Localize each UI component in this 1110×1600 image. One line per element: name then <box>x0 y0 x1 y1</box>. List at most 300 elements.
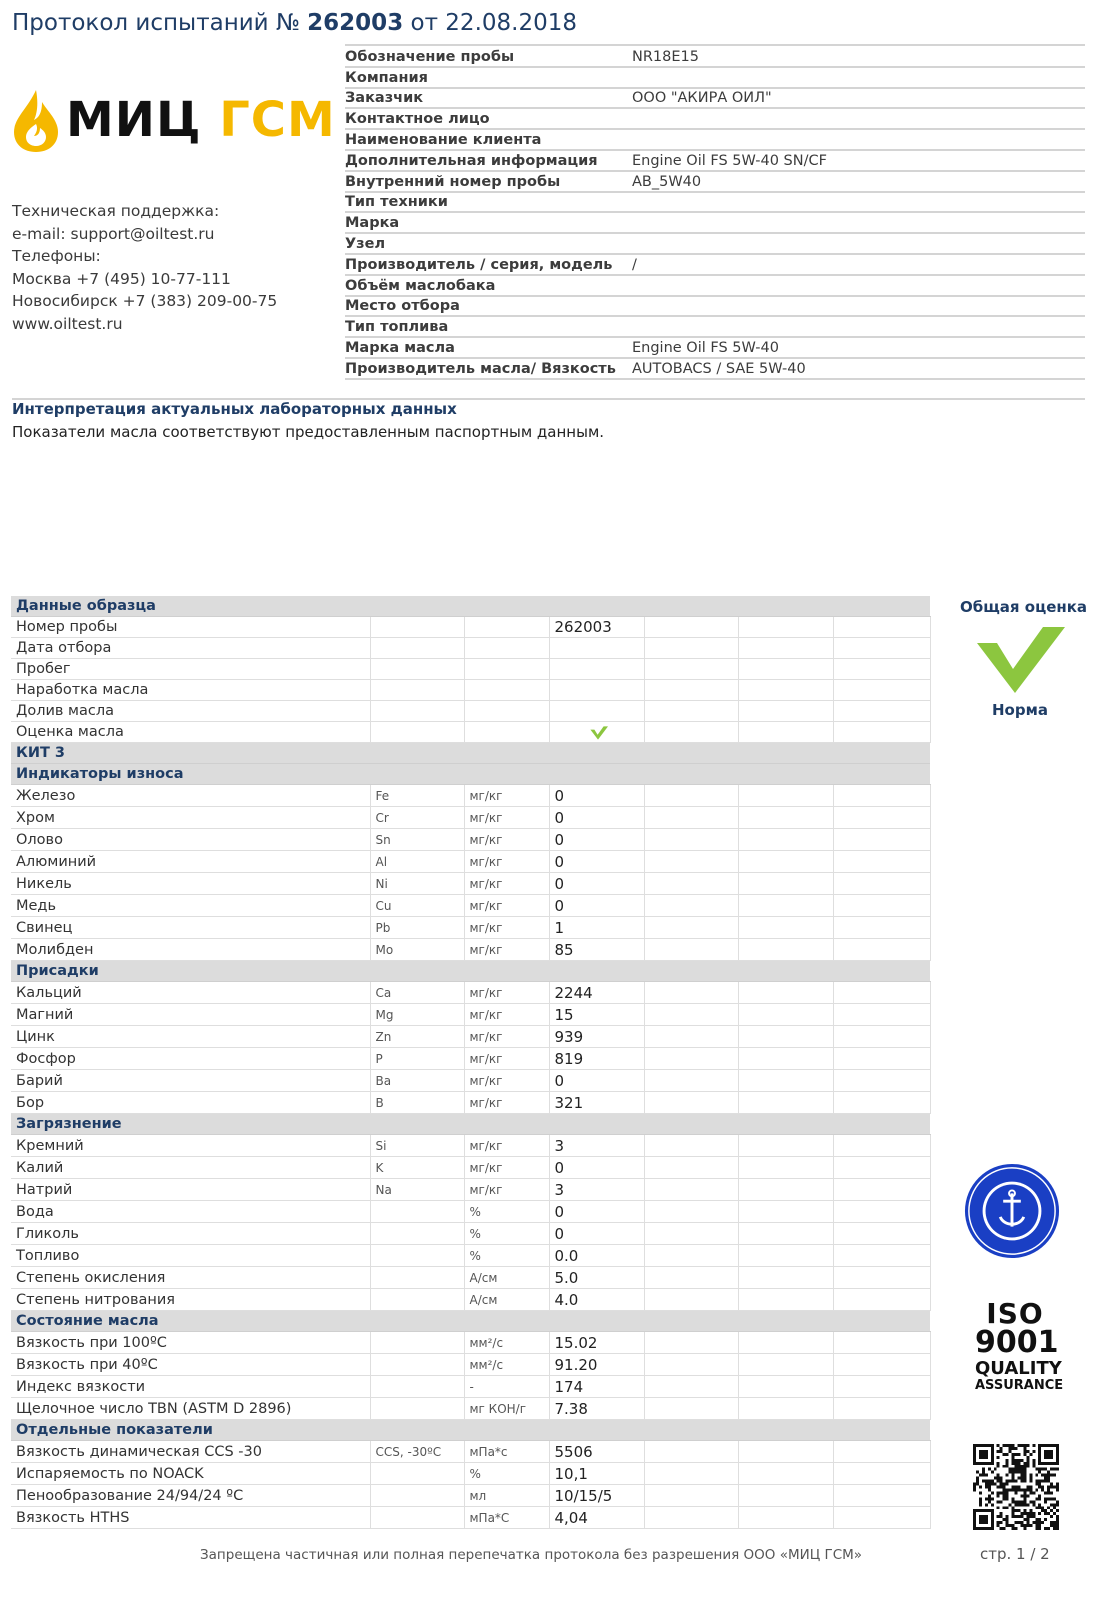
empty-cell <box>644 617 738 638</box>
param-name: Барий <box>11 1070 370 1092</box>
empty-cell <box>738 982 833 1004</box>
info-label: Дополнительная информация <box>345 152 598 169</box>
table-row <box>11 1201 930 1223</box>
param-symbol: P <box>370 1048 464 1070</box>
info-value: AUTOBACS / SAE 5W-40 <box>632 360 806 377</box>
param-symbol: Al <box>370 851 464 873</box>
param-name: Степень окисления <box>11 1267 370 1289</box>
empty-cell <box>644 1048 738 1070</box>
param-name: Медь <box>11 895 370 917</box>
empty-cell <box>833 1441 930 1463</box>
empty-cell <box>644 722 738 743</box>
param-unit: мг/кг <box>464 1004 549 1026</box>
table-row <box>11 1332 930 1354</box>
param-unit: мПа*С <box>464 1507 549 1529</box>
param-unit: - <box>464 1376 549 1398</box>
param-value <box>549 701 644 722</box>
section-header: Загрязнение <box>11 1114 930 1135</box>
param-unit: % <box>464 1245 549 1267</box>
info-label: Марка масла <box>345 339 455 356</box>
empty-cell <box>833 1048 930 1070</box>
empty-cell <box>738 1289 833 1311</box>
empty-cell <box>644 1245 738 1267</box>
phone-moscow: Москва +7 (495) 10-77-111 <box>12 269 231 288</box>
empty-cell <box>644 638 738 659</box>
empty-cell <box>644 982 738 1004</box>
param-symbol <box>370 1507 464 1529</box>
info-label: Наименование клиента <box>345 131 542 148</box>
param-name: Калий <box>11 1157 370 1179</box>
qr-code-icon[interactable] <box>973 1444 1059 1530</box>
param-symbol <box>370 1245 464 1267</box>
param-name: Алюминий <box>11 851 370 873</box>
table-row <box>11 1070 930 1092</box>
table-row <box>11 1289 930 1311</box>
param-symbol: Mg <box>370 1004 464 1026</box>
empty-cell <box>833 851 930 873</box>
info-row <box>345 151 1085 172</box>
param-symbol <box>370 1463 464 1485</box>
param-name: Дата отбора <box>11 638 370 659</box>
section-header-row <box>11 743 930 764</box>
param-value: 10/15/5 <box>549 1485 644 1507</box>
empty-cell <box>833 1070 930 1092</box>
param-symbol: Ca <box>370 982 464 1004</box>
info-row <box>345 68 1085 89</box>
info-row <box>345 109 1085 130</box>
empty-cell <box>644 1507 738 1529</box>
info-label: Внутренний номер пробы <box>345 173 561 190</box>
company-logo <box>12 88 336 158</box>
param-symbol <box>370 1398 464 1420</box>
empty-cell <box>738 659 833 680</box>
info-row <box>345 359 1085 380</box>
param-value: 10,1 <box>549 1463 644 1485</box>
param-symbol <box>370 680 464 701</box>
param-value: 0 <box>549 895 644 917</box>
protocol-date: от 22.08.2018 <box>410 10 577 36</box>
empty-cell <box>644 1267 738 1289</box>
param-name: Олово <box>11 829 370 851</box>
table-row <box>11 1223 930 1245</box>
empty-cell <box>833 1179 930 1201</box>
empty-cell <box>738 1157 833 1179</box>
empty-cell <box>738 917 833 939</box>
param-value <box>549 659 644 680</box>
empty-cell <box>644 1332 738 1354</box>
empty-cell <box>738 1507 833 1529</box>
empty-cell <box>833 1463 930 1485</box>
support-email[interactable]: e-mail: support@oiltest.ru <box>12 224 215 243</box>
param-unit: мг/кг <box>464 1026 549 1048</box>
flame-drop-icon <box>12 88 62 154</box>
empty-cell <box>738 939 833 961</box>
table-row <box>11 1092 930 1114</box>
empty-cell <box>644 939 738 961</box>
param-symbol: Si <box>370 1135 464 1157</box>
empty-cell <box>738 1463 833 1485</box>
info-row <box>345 89 1085 110</box>
logo-text-part2: ГСМ <box>219 92 336 148</box>
param-unit <box>464 722 549 743</box>
param-value: 15 <box>549 1004 644 1026</box>
empty-cell <box>833 1332 930 1354</box>
info-label: Контактное лицо <box>345 111 490 128</box>
param-unit: мг/кг <box>464 1157 549 1179</box>
param-symbol: Pb <box>370 917 464 939</box>
info-row <box>345 130 1085 151</box>
param-unit <box>464 701 549 722</box>
empty-cell <box>833 1201 930 1223</box>
param-value: 2244 <box>549 982 644 1004</box>
empty-cell <box>738 785 833 807</box>
param-value: 0 <box>549 807 644 829</box>
param-symbol <box>370 1223 464 1245</box>
param-unit: мг/кг <box>464 939 549 961</box>
param-name: Кальций <box>11 982 370 1004</box>
param-value <box>549 638 644 659</box>
empty-cell <box>738 895 833 917</box>
empty-cell <box>833 807 930 829</box>
section-header: Присадки <box>11 961 930 982</box>
param-name: Магний <box>11 1004 370 1026</box>
param-value: 0 <box>549 851 644 873</box>
empty-cell <box>833 895 930 917</box>
support-label: Техническая поддержка: <box>12 202 220 220</box>
empty-cell <box>644 829 738 851</box>
param-name: Наработка масла <box>11 680 370 701</box>
title-prefix: Протокол испытаний № <box>12 10 300 36</box>
param-name: Молибден <box>11 939 370 961</box>
param-name: Пенообразование 24/94/24 ºC <box>11 1485 370 1507</box>
empty-cell <box>833 638 930 659</box>
empty-cell <box>833 1223 930 1245</box>
info-label: Марка <box>345 215 400 232</box>
param-name: Железо <box>11 785 370 807</box>
param-unit: мг/кг <box>464 873 549 895</box>
param-symbol <box>370 1332 464 1354</box>
table-row <box>11 917 930 939</box>
param-name: Индекс вязкости <box>11 1376 370 1398</box>
interpretation-text: Показатели масла соответствуют предоставленным паспортным данным. <box>12 423 605 441</box>
param-symbol <box>370 1485 464 1507</box>
param-symbol: Fe <box>370 785 464 807</box>
param-unit <box>464 680 549 701</box>
param-value <box>549 680 644 701</box>
table-row <box>11 1463 930 1485</box>
empty-cell <box>833 1004 930 1026</box>
param-symbol <box>370 1354 464 1376</box>
empty-cell <box>644 895 738 917</box>
info-row <box>345 47 1085 68</box>
section-header-row <box>11 764 930 785</box>
iso-line1: ISO <box>986 1297 1044 1330</box>
empty-cell <box>644 807 738 829</box>
param-name: Вязкость при 100ºC <box>11 1332 370 1354</box>
empty-cell <box>833 939 930 961</box>
empty-cell <box>833 829 930 851</box>
section-header: КИТ 3 <box>11 743 930 764</box>
empty-cell <box>738 873 833 895</box>
info-value: ООО "АКИРА ОИЛ" <box>632 90 772 107</box>
empty-cell <box>833 1245 930 1267</box>
table-row <box>11 1026 930 1048</box>
section-header: Отдельные показатели <box>11 1420 930 1441</box>
info-row <box>345 255 1085 276</box>
param-unit: мг КОН/г <box>464 1398 549 1420</box>
verdict-label: Норма <box>992 701 1048 719</box>
empty-cell <box>644 1092 738 1114</box>
empty-cell <box>833 785 930 807</box>
param-value: 0 <box>549 829 644 851</box>
interpretation-title: Интерпретация актуальных лабораторных данных <box>12 400 457 418</box>
empty-cell <box>833 680 930 701</box>
param-name: Хром <box>11 807 370 829</box>
param-value: 0 <box>549 873 644 895</box>
param-symbol <box>370 1289 464 1311</box>
param-unit: мг/кг <box>464 895 549 917</box>
param-unit: мПа*с <box>464 1441 549 1463</box>
param-unit: А/см <box>464 1289 549 1311</box>
empty-cell <box>644 873 738 895</box>
table-row <box>11 1398 930 1420</box>
table-row <box>11 1507 930 1529</box>
empty-cell <box>644 1289 738 1311</box>
empty-cell <box>644 917 738 939</box>
param-name: Вязкость HTHS <box>11 1507 370 1529</box>
iso-line4: ASSURANCE <box>975 1378 1064 1393</box>
param-name: Кремний <box>11 1135 370 1157</box>
section-header-row <box>11 961 930 982</box>
section-header: Индикаторы износа <box>11 764 930 785</box>
param-name: Пробег <box>11 659 370 680</box>
param-symbol: B <box>370 1092 464 1114</box>
param-name: Щелочное число TBN (ASTM D 2896) <box>11 1398 370 1420</box>
param-value: 7.38 <box>549 1398 644 1420</box>
phone-novosibirsk: Новосибирск +7 (383) 209-00-75 <box>12 292 278 310</box>
table-row <box>11 982 930 1004</box>
param-unit: мг/кг <box>464 829 549 851</box>
param-name: Вязкость динамическая CCS -30 <box>11 1441 370 1463</box>
param-symbol <box>370 722 464 743</box>
param-symbol <box>370 638 464 659</box>
empty-cell <box>833 1267 930 1289</box>
empty-cell <box>738 851 833 873</box>
table-row <box>11 1245 930 1267</box>
phones-label: Телефоны: <box>12 247 101 265</box>
page-title <box>12 10 577 36</box>
contact-info <box>12 200 277 335</box>
table-row <box>11 1157 930 1179</box>
empty-cell <box>738 1398 833 1420</box>
param-unit <box>464 638 549 659</box>
param-symbol: Na <box>370 1179 464 1201</box>
website-link[interactable]: www.oiltest.ru <box>12 314 123 333</box>
info-value: / <box>632 256 637 273</box>
param-name: Испаряемость по NOACK <box>11 1463 370 1485</box>
param-name: Вода <box>11 1201 370 1223</box>
empty-cell <box>738 680 833 701</box>
param-name: Степень нитрования <box>11 1289 370 1311</box>
empty-cell <box>738 1245 833 1267</box>
param-name: Свинец <box>11 917 370 939</box>
param-value: 0 <box>549 1201 644 1223</box>
empty-cell <box>738 1201 833 1223</box>
param-value: 1 <box>549 917 644 939</box>
info-top-divider <box>345 44 1085 46</box>
param-unit: мг/кг <box>464 1070 549 1092</box>
empty-cell <box>644 1135 738 1157</box>
param-value: 85 <box>549 939 644 961</box>
empty-cell <box>644 785 738 807</box>
empty-cell <box>833 873 930 895</box>
table-row <box>11 807 930 829</box>
empty-cell <box>644 1201 738 1223</box>
table-row <box>11 851 930 873</box>
empty-cell <box>833 1157 930 1179</box>
empty-cell <box>738 1070 833 1092</box>
param-unit: % <box>464 1223 549 1245</box>
empty-cell <box>738 1354 833 1376</box>
info-label: Производитель / серия, модель <box>345 256 613 273</box>
param-name: Фосфор <box>11 1048 370 1070</box>
param-name: Натрий <box>11 1179 370 1201</box>
param-value: 5.0 <box>549 1267 644 1289</box>
table-row <box>11 617 930 638</box>
info-label: Место отбора <box>345 298 460 315</box>
table-row <box>11 895 930 917</box>
table-row <box>11 638 930 659</box>
certification-seal-icon <box>963 1162 1061 1260</box>
empty-cell <box>644 701 738 722</box>
param-name: Долив масла <box>11 701 370 722</box>
empty-cell <box>738 722 833 743</box>
table-row <box>11 1179 930 1201</box>
empty-cell <box>833 982 930 1004</box>
param-symbol: Ni <box>370 873 464 895</box>
green-check-icon <box>975 625 1065 695</box>
empty-cell <box>738 829 833 851</box>
param-symbol: Sn <box>370 829 464 851</box>
param-symbol <box>370 1267 464 1289</box>
verdict-title: Общая оценка <box>960 598 1088 616</box>
empty-cell <box>644 851 738 873</box>
green-check-icon <box>590 726 608 740</box>
empty-cell <box>738 638 833 659</box>
param-unit: мг/кг <box>464 1179 549 1201</box>
table-row <box>11 829 930 851</box>
info-label: Объём маслобака <box>345 277 496 294</box>
param-name: Гликоль <box>11 1223 370 1245</box>
empty-cell <box>833 1026 930 1048</box>
info-label: Обозначение пробы <box>345 48 515 65</box>
sample-info-table <box>345 47 1085 380</box>
info-row <box>345 172 1085 193</box>
empty-cell <box>833 1135 930 1157</box>
empty-cell <box>644 1376 738 1398</box>
param-value: 0 <box>549 1157 644 1179</box>
info-row <box>345 193 1085 214</box>
param-value: 4.0 <box>549 1289 644 1311</box>
iso-line3: QUALITY <box>975 1358 1062 1379</box>
empty-cell <box>644 680 738 701</box>
table-row <box>11 1376 930 1398</box>
section-header: Состояние масла <box>11 1311 930 1332</box>
empty-cell <box>738 701 833 722</box>
empty-cell <box>833 701 930 722</box>
empty-cell <box>738 1092 833 1114</box>
param-unit: мг/кг <box>464 982 549 1004</box>
section-header-row <box>11 596 930 617</box>
empty-cell <box>833 1289 930 1311</box>
param-unit <box>464 659 549 680</box>
info-value: Engine Oil FS 5W-40 <box>632 339 779 356</box>
param-value: 0 <box>549 785 644 807</box>
info-label: Тип техники <box>345 194 448 211</box>
info-label: Тип топлива <box>345 319 449 336</box>
param-value: 819 <box>549 1048 644 1070</box>
footer-disclaimer: Запрещена частичная или полная перепечатка протокола без разрешения ООО «МИЦ ГСМ» <box>200 1547 863 1563</box>
param-unit: мм²/с <box>464 1332 549 1354</box>
empty-cell <box>833 1398 930 1420</box>
param-symbol: CCS, -30ºC <box>370 1441 464 1463</box>
empty-cell <box>833 917 930 939</box>
empty-cell <box>644 1070 738 1092</box>
param-value: 15.02 <box>549 1332 644 1354</box>
param-unit: мг/кг <box>464 1048 549 1070</box>
section-header-row <box>11 1420 930 1441</box>
table-row <box>11 1354 930 1376</box>
param-value: 3 <box>549 1179 644 1201</box>
param-value: 0.0 <box>549 1245 644 1267</box>
param-value: 0 <box>549 1070 644 1092</box>
param-unit: мг/кг <box>464 1092 549 1114</box>
section-header-row <box>11 1114 930 1135</box>
info-row <box>345 234 1085 255</box>
section-header-row <box>11 1311 930 1332</box>
info-row <box>345 317 1085 338</box>
info-row <box>345 297 1085 318</box>
iso-line2: 9001 <box>975 1325 1059 1360</box>
empty-cell <box>833 617 930 638</box>
empty-cell <box>644 1463 738 1485</box>
param-unit: мл <box>464 1485 549 1507</box>
table-row <box>11 1135 930 1157</box>
param-name: Оценка масла <box>11 722 370 743</box>
param-name: Номер пробы <box>11 617 370 638</box>
empty-cell <box>738 1332 833 1354</box>
empty-cell <box>833 1507 930 1529</box>
empty-cell <box>644 1026 738 1048</box>
param-value: 4,04 <box>549 1507 644 1529</box>
empty-cell <box>644 1179 738 1201</box>
empty-cell <box>833 1354 930 1376</box>
param-symbol <box>370 701 464 722</box>
protocol-number: 262003 <box>307 10 404 36</box>
param-symbol <box>370 617 464 638</box>
empty-cell <box>738 1267 833 1289</box>
empty-cell <box>738 1179 833 1201</box>
table-row <box>11 1004 930 1026</box>
table-row <box>11 785 930 807</box>
empty-cell <box>833 1092 930 1114</box>
empty-cell <box>644 1004 738 1026</box>
empty-cell <box>833 659 930 680</box>
empty-cell <box>738 1135 833 1157</box>
empty-cell <box>644 1223 738 1245</box>
empty-cell <box>833 1376 930 1398</box>
param-symbol: Mo <box>370 939 464 961</box>
